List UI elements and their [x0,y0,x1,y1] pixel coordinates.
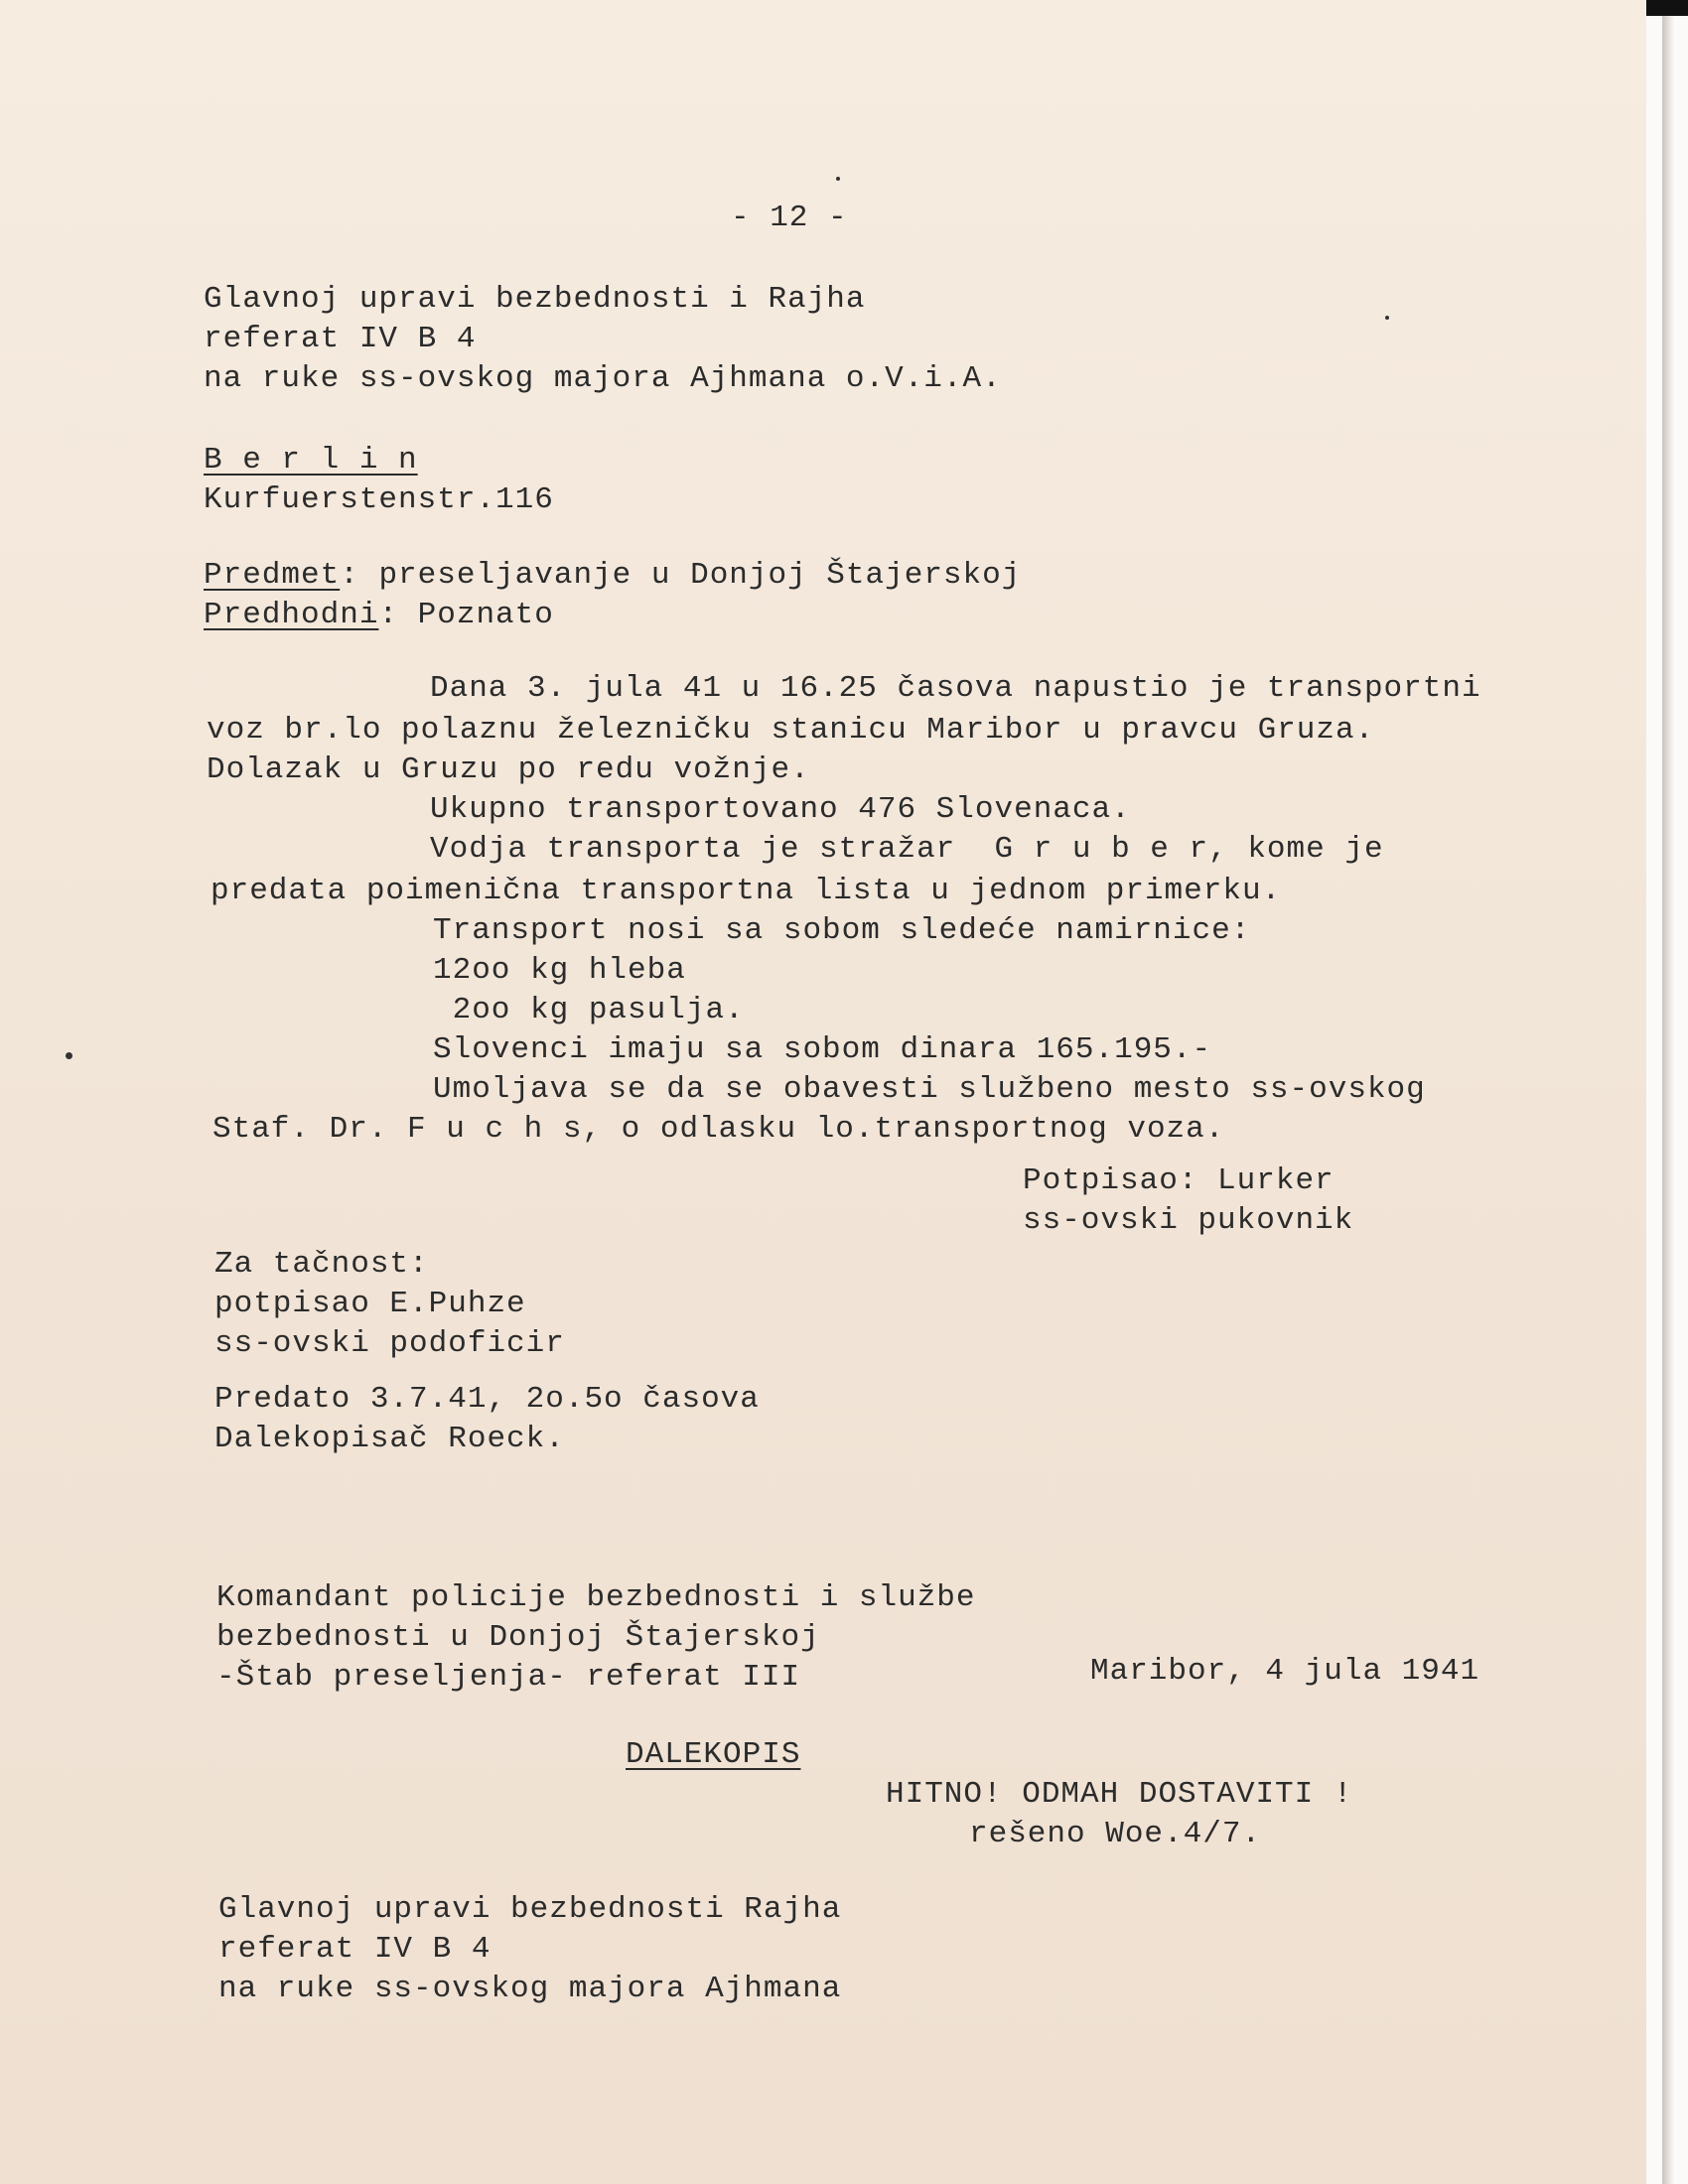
delivery-line-2: Dalekopisač Roeck. [214,1422,565,1456]
resolved-note: rešeno Woe.4/7. [969,1817,1262,1851]
addressee2-line-2: referat IV B 4 [218,1932,492,1967]
previous-text: : Poznato [378,598,554,632]
previous-label: Predhodni [204,598,379,632]
addressee-line-2: referat IV B 4 [204,322,477,356]
certification-line-3: ss-ovski podoficir [214,1326,565,1361]
signature-name: Potpisao: Lurker [1023,1163,1335,1198]
body-line-3: Dolazak u Gruzu po redu vožnje. [207,752,810,787]
subject-line [204,556,1021,596]
body-line-9: 2oo kg pasulja. [433,993,745,1027]
body-line-12: Staf. Dr. F u c h s, o odlasku lo.transportnog voza. [212,1112,1225,1147]
paper-speck [1385,316,1389,320]
body-line-4: Ukupno transportovano 476 Slovenaca. [430,792,1131,827]
delivery-line-1: Predato 3.7.41, 2o.5o časova [214,1382,760,1417]
body-line-7: Transport nosi sa sobom sledeće namirnice: [433,913,1251,948]
body-line-8: 12oo kg hleba [433,953,686,988]
body-line-1: Dana 3. jula 41 u 16.25 časova napustio je transportni [430,671,1481,706]
body-line-11: Umoljava se da se obavesti službeno mesto ss-ovskog [433,1072,1426,1107]
previous-line [204,596,554,635]
addressee-line-1: Glavnoj upravi bezbednosti i Rajha [204,282,866,317]
place-date: Maribor, 4 jula 1941 [1090,1654,1480,1689]
certification-line-2: potpisao E.Puhze [214,1287,526,1321]
city-name: B e r l i n [204,443,418,478]
sender-line-2: bezbednosti u Donjoj Štajerskoj [216,1620,820,1655]
body-line-6: predata poimenična transportna lista u jednom primerku. [211,874,1282,908]
page-number: - 12 - [731,201,848,235]
sender-line-1: Komandant policije bezbednosti i službe [216,1580,976,1615]
addressee-line-3: na ruke ss-ovskog majora Ajhmana o.V.i.A. [204,361,1002,396]
body-line-5: Vodja transporta je stražar G r u b e r, kome je [430,832,1384,867]
addressee2-line-3: na ruke ss-ovskog majora Ajhmana [218,1972,842,2006]
body-line-2: voz br.lo polaznu železničku stanicu Maribor u pravcu Gruza. [207,713,1375,748]
sender-line-3: -Štab preseljenja- referat III [216,1660,801,1695]
urgent-notice: HITNO! ODMAH DOSTAVITI ! [886,1777,1353,1812]
page-edge-margin [1646,0,1688,2184]
certification-line-1: Za tačnost: [214,1247,429,1282]
subject-label: Predmet [204,558,341,593]
paper-speck [66,1052,72,1059]
subject-text: : preseljavanje u Donjoj Štajerskoj [340,558,1022,593]
paper-speck [836,177,840,181]
signature-rank: ss-ovski pukovnik [1023,1203,1354,1238]
addressee2-line-1: Glavnoj upravi bezbednosti Rajha [218,1892,842,1927]
street-address: Kurfuerstenstr.116 [204,482,554,517]
body-line-10: Slovenci imaju sa sobom dinara 165.195.- [433,1032,1212,1067]
scan-corner [1646,0,1688,16]
document-type: DALEKOPIS [626,1737,801,1772]
